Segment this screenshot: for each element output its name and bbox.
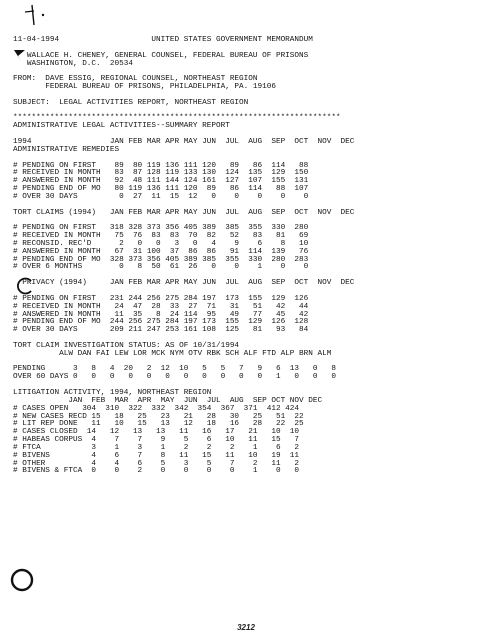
text-line: # CASES OPEN 304 310 322 332 342 354 367 371 412 424 xyxy=(13,404,300,413)
text-line: FROM: DAVE ESSIG, REGIONAL COUNSEL, NORTHEAST REGION xyxy=(13,75,258,84)
text-line: # RECEIVED IN MONTH 75 76 83 83 70 82 52 83 81 69 xyxy=(13,232,309,241)
text-line: # OVER 6 MONTHS 0 8 50 61 26 0 0 1 0 0 xyxy=(13,263,309,272)
text-line: # PENDING END OF MO 244 256 275 284 197 173 155 129 126 128 xyxy=(13,318,309,327)
text-line: # ANSWERED IN MONTH 67 31 100 37 86 86 91 114 139 76 xyxy=(13,247,309,256)
text-line: # BIVENS & FTCA 0 0 2 0 0 0 0 1 0 0 xyxy=(13,467,300,476)
text-line: LITIGATION ACTIVITY, 1994, NORTHEAST REGION xyxy=(13,388,212,397)
text-line: # PENDING END OF MO 328 373 356 405 389 385 355 330 280 283 xyxy=(13,255,309,264)
text-line: ADMINISTRATIVE LEGAL ACTIVITIES--SUMMARY REPORT xyxy=(13,122,230,131)
text-line: OVER 60 DAYS 0 0 0 0 0 0 0 0 0 0 0 1 0 0 0 xyxy=(13,373,336,382)
text-line: # RECEIVED IN MONTH 24 47 28 33 27 71 31 51 42 44 xyxy=(13,302,309,311)
text-line: # PENDING ON FIRST 89 80 119 136 111 120 89 86 114 88 xyxy=(13,161,309,170)
text-line: 1994 JAN FEB MAR APR MAY JUN JUL AUG SEP OCT NOV DEC xyxy=(13,137,355,146)
text-line: JAN FEB MAR APR MAY JUN JUL AUG SEP OCT NOV DEC xyxy=(13,396,323,405)
text-line: # HABEAS CORPUS 4 7 7 9 5 6 10 11 15 7 xyxy=(13,436,300,445)
fax-mark-icon xyxy=(22,3,52,27)
text-line: # PENDING END OF MO 80 119 136 111 120 89 86 114 88 107 xyxy=(13,185,309,194)
text-line: ADMINISTRATIVE REMEDIES xyxy=(13,145,120,154)
text-line: # NEW CASES RECD 15 18 25 23 21 28 30 25 51 22 xyxy=(13,412,304,421)
text-line: # OVER 30 DAYS 209 211 247 253 161 108 125 81 93 84 xyxy=(13,326,309,335)
text-line: # ANSWERED IN MONTH 11 35 8 24 114 95 49 77 45 42 xyxy=(13,310,309,319)
text-line: 11-04-1994 UNITED STATES GOVERNMENT MEMORANDUM xyxy=(13,36,313,44)
text-line: PRIVACY (1994) JAN FEB MAR APR MAY JUN JUL AUG SEP OCT NOV DEC xyxy=(13,279,355,288)
text-line: WASHINGTON, D.C. 20534 xyxy=(13,59,133,68)
text-line: TORT CLAIMS (1994) JAN FEB MAR APR MAY JUN JUL AUG SEP OCT NOV DEC xyxy=(13,208,355,217)
text-line: TORT CLAIM INVESTIGATION STATUS: AS OF 10/31/1994 xyxy=(13,341,240,350)
text-line: WALLACE H. CHENEY, GENERAL COUNSEL, FEDERAL BUREAU OF PRISONS xyxy=(13,51,309,60)
text-line: # OVER 30 DAYS 0 27 11 15 12 0 0 0 0 0 xyxy=(13,192,309,201)
page-number: 3212 xyxy=(237,623,255,632)
text-line: # OTHER 4 4 6 5 3 5 7 2 11 2 xyxy=(13,459,300,468)
text-line: # ANSWERED IN MONTH 92 48 111 144 124 161 127 107 155 131 xyxy=(13,177,309,186)
text-line: # LIT REP DONE 11 10 15 13 12 18 16 28 22 25 xyxy=(13,420,304,429)
text-line: # RECONSID. REC'D 2 0 0 3 0 4 9 6 8 10 xyxy=(13,239,309,248)
text-line: # PENDING ON FIRST 318 328 373 356 405 389 385 355 330 280 xyxy=(13,224,309,233)
text-line: ALW DAN FAI LEW LOR MCK NYM OTV RBK SCH ALF FTD ALP BRN ALM xyxy=(13,349,332,358)
text-line: *********************************************************************** xyxy=(13,114,341,123)
text-line: PENDING 3 8 4 20 2 12 10 5 5 7 9 6 13 0 8 xyxy=(13,365,336,374)
text-line: # RECEIVED IN MONTH 83 87 128 119 133 130 124 135 129 150 xyxy=(13,169,309,178)
text-line: # CASES CLOSED 14 12 13 13 11 16 17 21 10 10 xyxy=(13,428,300,437)
text-line: # BIVENS 4 6 7 8 11 15 11 10 19 11 xyxy=(13,451,300,460)
memorandum-text xyxy=(13,37,354,476)
text-line: FEDERAL BUREAU OF PRISONS, PHILADELPHIA, PA. 19106 xyxy=(13,83,276,92)
text-line: # PENDING ON FIRST 231 244 256 275 284 197 173 155 129 126 xyxy=(13,294,309,303)
punch-hole-icon xyxy=(9,567,35,593)
text-line: # FTCA 3 1 3 1 2 2 2 1 6 2 xyxy=(13,443,300,452)
text-line: SUBJECT: LEGAL ACTIVITIES REPORT, NORTHEAST REGION xyxy=(13,98,249,107)
